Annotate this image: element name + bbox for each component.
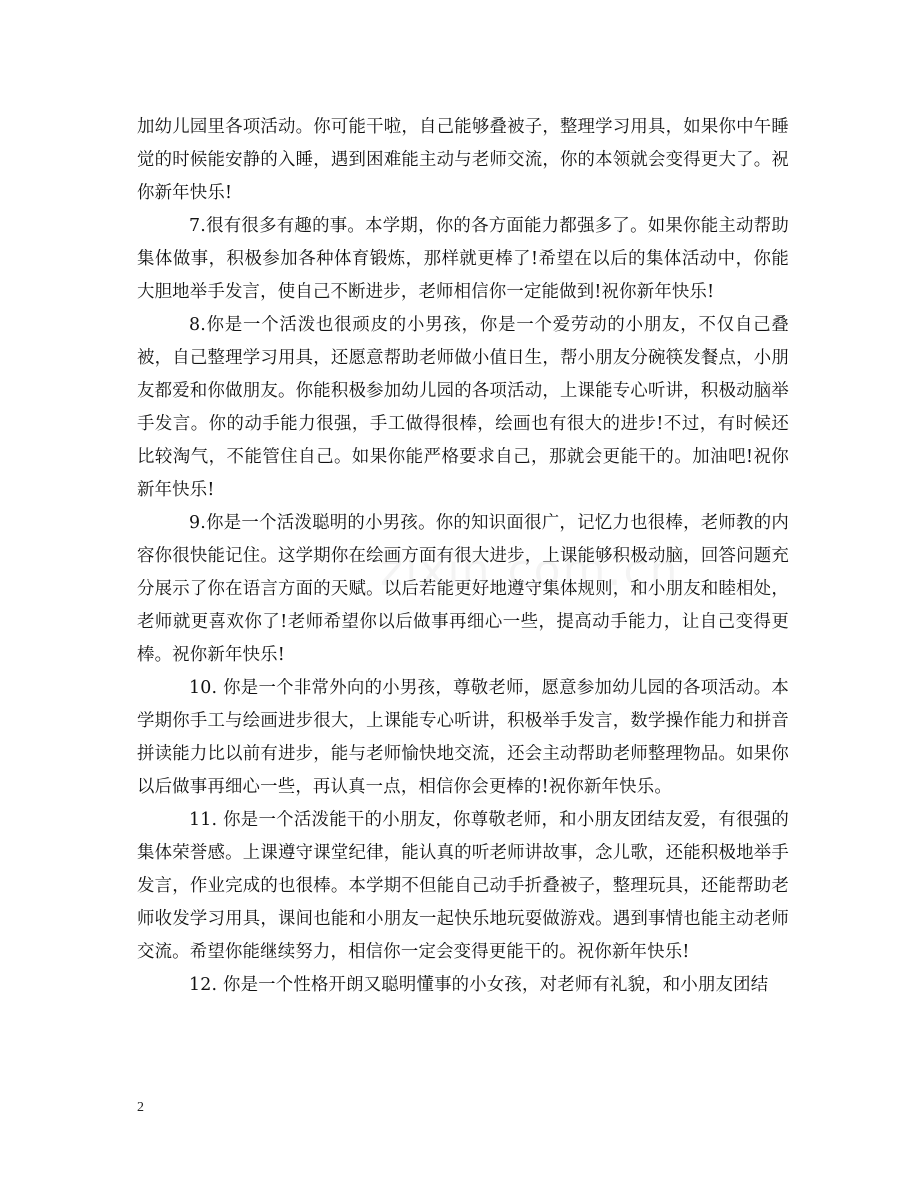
page-number: 2: [137, 1100, 144, 1115]
paragraph-continuation: 加幼儿园里各项活动。你可能干啦，自己能够叠被子，整理学习用具，如果你中午睡觉的时候能安静的入睡，遇到困难能主动与老师交流，你的本领就会变得更大了。祝你新年快乐!: [137, 117, 789, 203]
paragraph-item-7: 7.很有很多有趣的事。本学期，你的各方面能力都强多了。如果你能主动帮助集体做事，积极参加各种体育锻炼，那样就更棒了!希望在以后的集体活动中，你能大胆地举手发言，使自己不断进步，老师相信你一定能做到!祝你新年快乐!: [137, 216, 789, 302]
paragraph-item-10: 10. 你是一个非常外向的小男孩，尊敬老师，愿意参加幼儿园的各项活动。本学期你手工与绘画进步很大，上课能专心听讲，积极举手发言，数学操作能力和拼音拼读能力比以前有进步，能与老师愉快地交流，还会主动帮助老师整理物品。如果你以后做事再细心一些，再认真一点，相信你会更棒的!祝你新年快乐。: [137, 678, 789, 797]
body-text: [137, 111, 789, 1002]
paragraph-item-9: 9.你是一个活泼聪明的小男孩。你的知识面很广，记忆力也很棒，老师教的内容你很快能记住。这学期你在绘画方面有很大进步，上课能够积极动脑，回答问题充分展示了你在语言方面的天赋。以后若能更好地遵守集体规则，和小朋友和睦相处，老师就更喜欢你了!老师希望你以后做事再细心一些，提高动手能力，让自己变得更棒。祝你新年快乐!: [137, 513, 789, 665]
paragraph-item-12: 12. 你是一个性格开朗又聪明懂事的小女孩，对老师有礼貌，和小朋友团结: [189, 975, 769, 995]
paragraph-item-8: 8.你是一个活泼也很顽皮的小男孩，你是一个爱劳动的小朋友，不仅自己叠被，自己整理学习用具，还愿意帮助老师做小值日生，帮小朋友分碗筷发餐点，小朋友都爱和你做朋友。你能积极参加幼儿园的各项活动，上课能专心听讲，积极动脑举手发言。你的动手能力很强，手工做得很棒，绘画也有很大的进步!不过，有时候还比较淘气，不能管住自己。如果你能严格要求自己，那就会更能干的。加油吧!祝你新年快乐!: [137, 315, 789, 500]
paragraph-item-11: 11. 你是一个活泼能干的小朋友，你尊敬老师，和小朋友团结友爱，有很强的集体荣誉感。上课遵守课堂纪律，能认真的听老师讲故事，念儿歌，还能积极地举手发言，作业完成的也很棒。本学期不但能自己动手折叠被子，整理玩具，还能帮助老师收发学习用具，课间也能和小朋友一起快乐地玩耍做游戏。遇到事情也能主动老师交流。希望你能继续努力，相信你一定会变得更能干的。祝你新年快乐!: [137, 810, 789, 962]
